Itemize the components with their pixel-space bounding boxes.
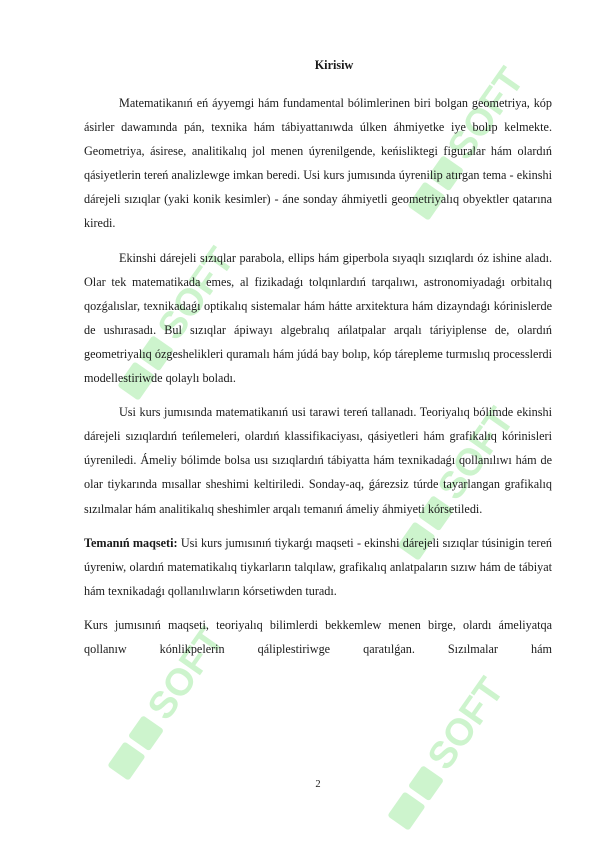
svg-text:SOFT: SOFT [430,400,523,508]
svg-text:SOFT: SOFT [440,60,533,168]
paragraph-2: Ekinshi dárejeli sızıqlar parabola, ellips hám giperbola sıyaqlı sızıqlardı óz ishine aladı. Olar tek matematikada emes, al fizikadaǵı tolqınlardıń tarqalıwı, astronomiyadaǵı orbitalıq qozǵalıslar, texnikadaǵı optikalıq sistemalar hám hátte arxitektura hám dizayndaǵı kórinislerde de ushırasadı. Bul sızıqlar ápiwayı algebralıq ańlatpalar arqalı táriyiplense de, olardıń geometriyalıq ózgeshelikleri quramalı hám júdá bay bolıp, kóp tárepleme turmıslıq processlerdi modellestiriwde qolaylı boladı. [84,250,552,386]
document-page [84,58,552,661]
goal-paragraph [84,531,552,603]
svg-text:SOFT: SOFT [140,620,233,728]
svg-text:SOFT: SOFT [420,670,513,778]
page-number: 2 [315,779,321,790]
watermark-logo-5 [380,670,513,834]
goal-text: Usi kurs jumısınıń tiykarǵı maqseti - ekinshi dárejeli sızıqlar túsinigin tereń úyreniw, olardıń matematikalıq tiykarların talqılaw, grafikalıq anlatpaların sızıw hám de tábiyat hám texnikadaǵı qollanılıwların kórsetiwden turadı. [84,535,552,598]
goal-label: Temanıń maqseti: [84,535,178,550]
paragraph-1: Matematikanıń eń áyyemgi hám fundamental bólimlerinen biri bolgan geometriya, kóp ásirler dawamında pán, texnika hám tábiyattanıwda úlken áhmiyetke iye bolıp kelmekte. Geometriya, ásirese, analitikalıq jol menen úyrenilgende, keńisliktegi figuralar hám olardıń qásiyetlerin tereń analizlewge imkan beredi. Usi kurs jumısında úyrenilip atırgan tema - ekinshi dárejeli sızıqlar (yaki konik kesimler) - áne sonday áhmiyetli geometriyalıq obyektler qatarına kiredi. [84,96,552,231]
document-title: Kirisiw [314,58,354,72]
svg-text:SOFT: SOFT [150,240,243,348]
paragraph-3: Usi kurs jumısında matematikanıń usi tarawi tereń tallanadı. Teoriyalıq bólimde ekinshi dárejeli sızıqlardıń teńlemeleri, olardıń klassifikaciyası, qásiyetleri hám grafikalıq kórinisleri úyreniledi. Ámeliy bólimde bolsa usı sızıqlardıń tábiyatta hám texnikadaǵı qollanılıwı hám de olar tiykarında mısallar sheshimi keltiriledi. Sonday-aq, ǵárezsiz túrde tayarlangan grafikalıq sızılmalar hám analitikalıq sheshimler arqalı temanıń ámeliy áhmiyeti kórsetiledi. [84,405,552,516]
paragraph-last: Kurs jumısınıń maqseti, teoriyalıq bilimlerdi bekkemlew menen birge, olardı ámeliyatqa qollanıw kónlikpelerin qáliplestiriwge qaratılǵan. Sızılmalar hám [84,617,552,656]
